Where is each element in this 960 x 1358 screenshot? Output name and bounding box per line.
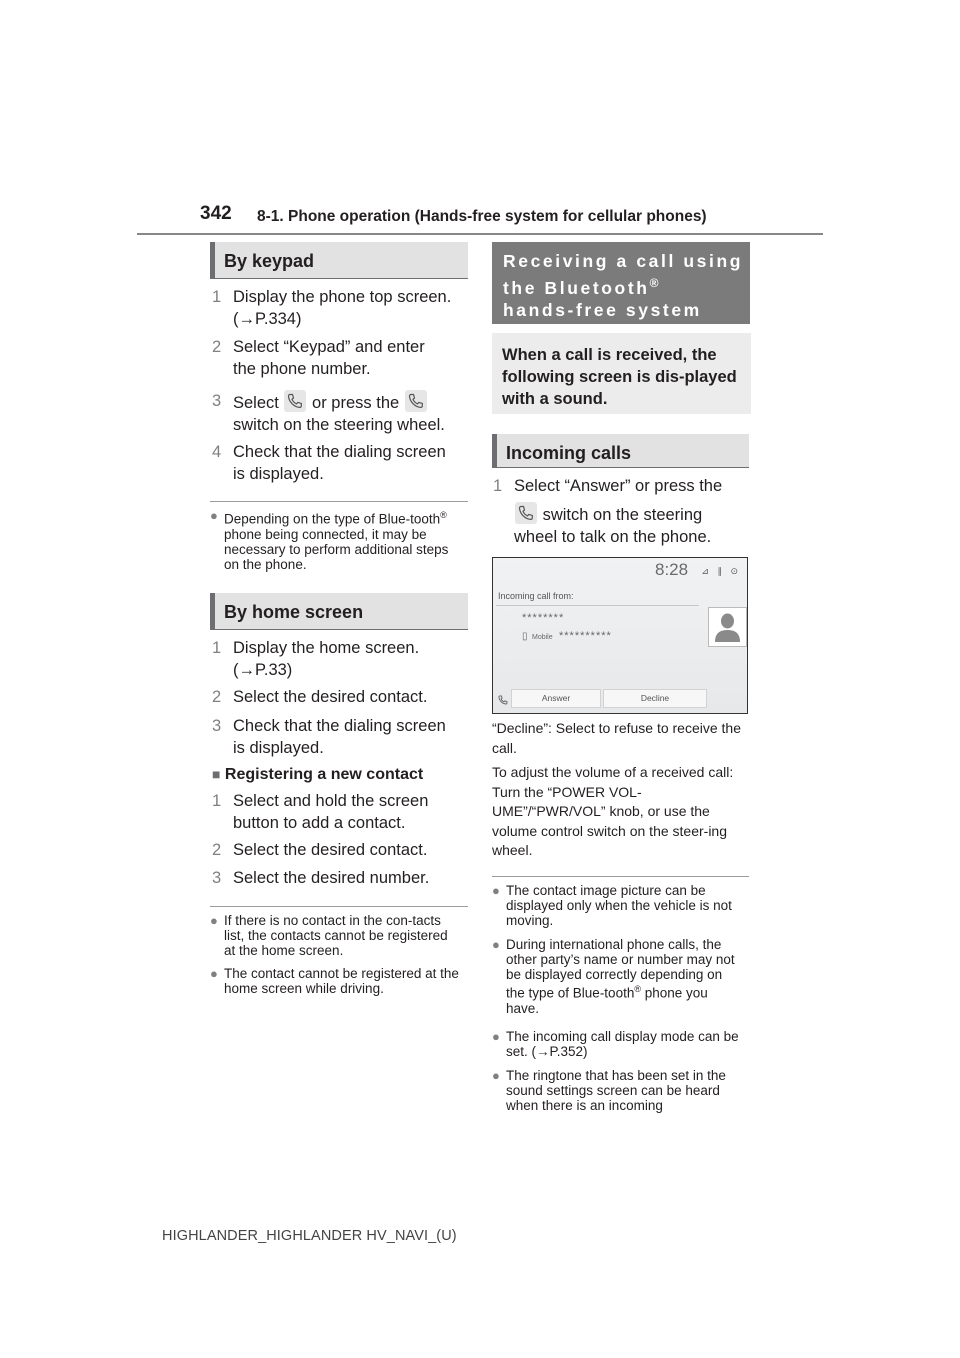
step-text: Check that the dialing screen is displayed. bbox=[233, 443, 446, 483]
incoming-note-2 bbox=[492, 937, 742, 1016]
caller-name: ******** bbox=[522, 612, 565, 624]
bullet-icon: ● bbox=[492, 883, 500, 898]
mobile-label: Mobile bbox=[532, 634, 553, 641]
status-icons: ⊿ ∥ ⊙ bbox=[701, 566, 741, 576]
bullet-icon: ● bbox=[210, 913, 218, 928]
incoming-note-1 bbox=[492, 883, 742, 928]
volume-description: To adjust the volume of a received call: Turn the “POWER VOL-UME”/“PWR/VOL” knob, or use the volume control switch on the steer-ing wheel. bbox=[492, 764, 734, 858]
step-number: 1 bbox=[212, 639, 222, 657]
registered-mark: ® bbox=[440, 510, 447, 520]
step-text: Display the phone top screen. (→P.334) bbox=[233, 288, 452, 328]
step-text: Display the home screen. (→P.33) bbox=[233, 639, 420, 679]
keypad-step-3 bbox=[212, 390, 468, 436]
screen-button-bar bbox=[495, 689, 705, 707]
caller-number: ********** bbox=[559, 630, 612, 642]
phone-switch-icon bbox=[405, 390, 427, 412]
step-text: Select and hold the screen button to add a contact. bbox=[233, 792, 429, 832]
page-number: 342 bbox=[200, 203, 232, 224]
home-step-2 bbox=[212, 686, 468, 708]
contact-avatar bbox=[708, 607, 747, 647]
home-note-1 bbox=[210, 913, 460, 958]
heading-by-home-screen: By home screen bbox=[210, 593, 468, 630]
note-text: Depending on the type of Blue-tooth bbox=[224, 511, 441, 527]
heading-incoming-calls: Incoming calls bbox=[492, 434, 749, 468]
note-text: During international phone calls, the other party’s name or number may not be displayed correctly depending on the type of Blue-tooth bbox=[506, 937, 735, 1001]
step-text: or press the bbox=[312, 394, 400, 412]
bullet-icon: ● bbox=[492, 1029, 500, 1044]
note-text: phone being connected, it may be necessary to perform additional steps on the phone. bbox=[224, 526, 449, 572]
note-text: If there is no contact in the con-tacts list, the contacts cannot be registered at the home screen. bbox=[224, 913, 448, 958]
keypad-step-1 bbox=[212, 286, 452, 330]
keypad-step-2 bbox=[212, 336, 452, 380]
bullet-icon: ● bbox=[492, 1068, 500, 1083]
heading-line: the Bluetooth bbox=[503, 277, 650, 298]
header-rule bbox=[137, 233, 823, 235]
note-text: phone you have. bbox=[506, 985, 708, 1016]
step-number: 3 bbox=[212, 869, 222, 887]
bullet-icon: ● bbox=[210, 508, 218, 523]
heading-line: hands-free system bbox=[503, 299, 702, 320]
note-divider bbox=[210, 501, 468, 502]
decline-button[interactable]: Decline bbox=[603, 689, 707, 708]
step-text: Select bbox=[233, 394, 279, 412]
step-text: Select the desired contact. bbox=[233, 841, 428, 859]
answer-button[interactable]: Answer bbox=[511, 689, 601, 708]
note-text: The incoming call display mode can be set. (→P.352) bbox=[506, 1029, 739, 1059]
clock: 8:28 bbox=[655, 560, 689, 579]
step-number: 2 bbox=[212, 688, 222, 706]
heading-by-keypad: By keypad bbox=[210, 242, 468, 279]
heading-receiving-call bbox=[492, 242, 750, 324]
step-number: 2 bbox=[212, 841, 222, 859]
incoming-label: Incoming call from: bbox=[498, 591, 574, 601]
step-text: Check that the dialing screen is displayed. bbox=[233, 717, 446, 757]
note-text: The contact cannot be registered at the home screen while driving. bbox=[224, 966, 459, 996]
incoming-note-4 bbox=[492, 1068, 742, 1113]
keypad-note bbox=[210, 508, 460, 572]
step-number: 3 bbox=[212, 392, 222, 410]
step-number: 3 bbox=[212, 717, 222, 735]
home-note-2 bbox=[210, 966, 460, 996]
heading-line: Receiving a call using bbox=[503, 251, 744, 271]
registered-mark: ® bbox=[634, 984, 641, 994]
register-step-2 bbox=[212, 839, 468, 861]
screen-divider bbox=[496, 605, 699, 606]
note-divider bbox=[492, 876, 749, 877]
intro-text: When a call is received, the following screen is dis-played with a sound. bbox=[492, 333, 751, 414]
note-text: The contact image picture can be displayed only when the vehicle is not moving. bbox=[506, 883, 732, 928]
step-number: 1 bbox=[212, 792, 222, 810]
note-divider bbox=[210, 906, 468, 907]
phone-switch-icon bbox=[515, 502, 537, 524]
subheading-text: Registering a new contact bbox=[224, 766, 424, 783]
phone-icon bbox=[498, 692, 508, 710]
decline-description: “Decline”: Select to refuse to receive the call. bbox=[492, 720, 742, 756]
register-step-1 bbox=[212, 790, 452, 834]
square-bullet-icon: ■ bbox=[212, 766, 221, 782]
person-icon bbox=[709, 608, 746, 646]
step-text: Select the desired number. bbox=[233, 869, 430, 887]
incoming-step-1 bbox=[493, 475, 749, 548]
step-text: switch on the steering wheel. bbox=[233, 416, 445, 434]
note-text: The ringtone that has been set in the sound settings screen can be heard when there is an incoming bbox=[506, 1068, 726, 1113]
subheading-registering bbox=[212, 766, 423, 784]
step-number: 2 bbox=[212, 338, 222, 356]
step-number: 1 bbox=[493, 477, 503, 495]
step-text: Select the desired contact. bbox=[233, 688, 428, 706]
step-text: Select “Keypad” and enter the phone number. bbox=[233, 338, 425, 378]
step-text: switch on the steering wheel to talk on the phone. bbox=[514, 506, 712, 546]
phone-icon bbox=[284, 390, 306, 412]
step-number: 1 bbox=[212, 288, 222, 306]
registered-mark: ® bbox=[649, 276, 659, 290]
register-step-3 bbox=[212, 867, 468, 889]
home-step-1 bbox=[212, 637, 452, 681]
step-number: 4 bbox=[212, 443, 222, 461]
home-step-3 bbox=[212, 715, 452, 759]
bullet-icon: ● bbox=[210, 966, 218, 981]
incoming-note-3 bbox=[492, 1029, 742, 1059]
bullet-icon: ● bbox=[492, 937, 500, 952]
footer-model-code: HIGHLANDER_HIGHLANDER HV_NAVI_(U) bbox=[162, 1228, 457, 1244]
step-text: Select “Answer” or press the bbox=[514, 477, 723, 495]
chapter-title: 8-1. Phone operation (Hands-free system for cellular phones) bbox=[257, 208, 707, 225]
mobile-icon: ▯ bbox=[522, 631, 528, 642]
keypad-step-4 bbox=[212, 441, 452, 485]
incoming-call-screen bbox=[492, 557, 748, 714]
